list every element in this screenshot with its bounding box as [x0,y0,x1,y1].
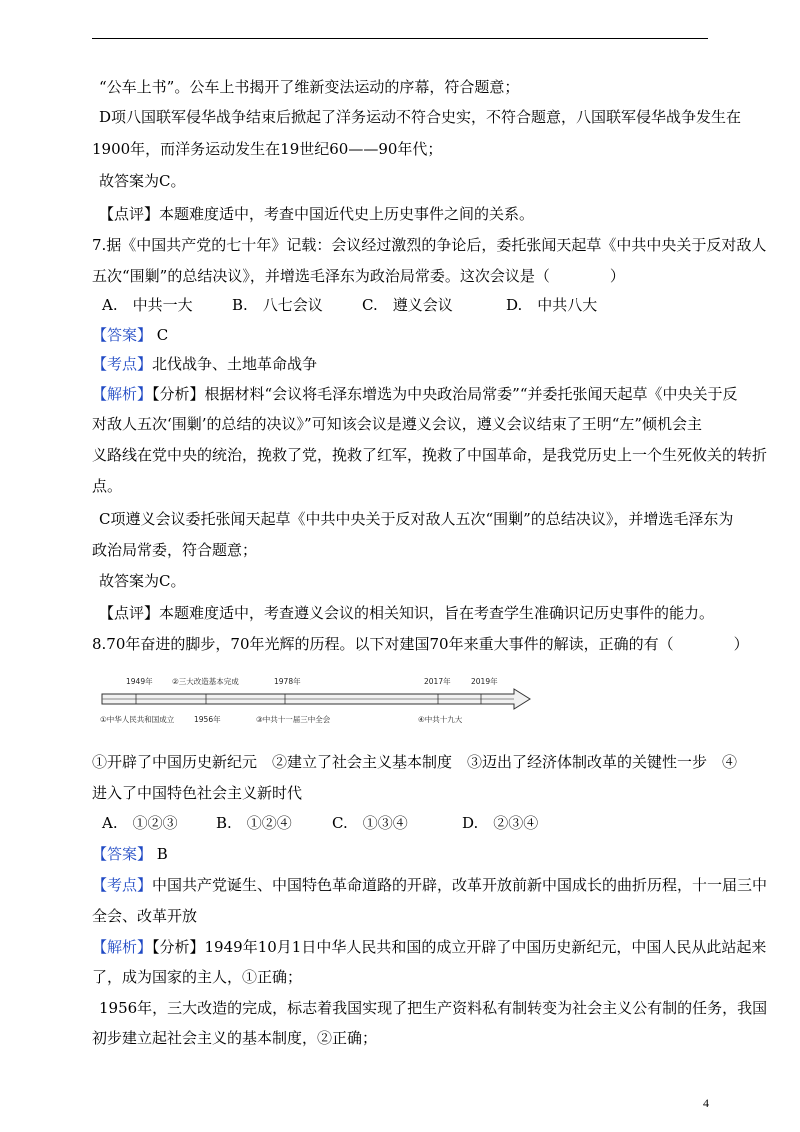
option-c: C. ①③④ [332,814,408,832]
q8-items: ①开辟了中国历史新纪元 ②建立了社会主义基本制度 ③迈出了经济体制改革的关键性一步 ④ [92,753,738,771]
q8-analysis: 【解析】【分析】1949年10月1日中华人民共和国的成立开辟了中国历史新纪元，中国人民从此站起来 [92,938,767,956]
comment-tag: 【点评】 [99,604,160,622]
option-a: A. ①②③ [102,814,178,832]
text-line: 故答案为C。 [99,572,186,590]
text-line: 全会、改革开放 [92,907,198,925]
text-line: D项八国联军侵华战争结束后掀起了洋务运动不符合史实，不符合题意，八国联军侵华战争发生在 [99,108,742,126]
text-line: 1900年，而洋务运动发生在19世纪60——90年代； [92,140,443,158]
q7-answer: 【答案】 C [92,326,169,344]
q7-comment: 【点评】本题难度适中，考查遵义会议的相关知识，旨在考查学生准确识记历史事件的能力。 [99,604,715,622]
option-c: C. 遵义会议 [362,296,453,314]
q7-analysis: 【解析】【分析】根据材料“会议将毛泽东增选为中央政治局常委”“并委托张闻天起草《中央关于反 [92,385,738,403]
point-tag: 【考点】 [92,355,153,373]
point-tag: 【考点】 [92,876,153,894]
q7-stem: 五次“围剿”的总结决议》，并增选毛泽东为政治局常委。这次会议是（ ） [92,267,625,285]
text-line: 对敌人五次‘围剿’的总结的决议》”可知该会议是遵义会议，遵义会议结束了王明“左”倾机会主 [92,415,703,433]
text-line: 故答案为C。 [99,172,186,190]
answer-tag: 【答案】 [92,845,153,863]
text-line: 点。 [92,477,123,495]
q6-comment: 【点评】本题难度适中，考查中国近代史上历史事件之间的关系。 [99,205,535,223]
timeline-label-19th-congress: ④中共十九大 [418,715,463,724]
q8-stem: 8.70年奋进的脚步，70年光辉的历程。以下对建国70年来重大事件的解读，正确的有（ ） [92,635,749,653]
analysis-tag: 【解析】 [92,938,153,956]
text-line: 1956年，三大改造的完成，标志着我国实现了把生产资料私有制转变为社会主义公有制的任务，我国 [99,999,768,1017]
timeline-label-third-plenum: ③中共十一届三中全会 [256,715,331,724]
timeline-label-2019: 2019年 [471,677,498,686]
option-a: A. 中共一大 [102,296,193,314]
page-number: 4 [703,1096,709,1110]
option-d: D. ②③④ [462,814,539,832]
text-line: 政治局常委，符合题意； [92,541,258,559]
option-d: D. 中共八大 [506,296,598,314]
timeline-figure [98,672,534,730]
timeline-label-1956: 1956年 [194,715,221,724]
option-b: B. 八七会议 [232,296,323,314]
header-rule [92,38,708,39]
timeline-label-2017: 2017年 [424,677,451,686]
text-line: 义路线在党中央的统治，挽救了党，挽救了红军，挽救了中国革命，是我党历史上一个生死攸关的转折 [92,446,768,464]
comment-tag: 【点评】 [99,205,160,223]
option-b: B. ①②④ [216,814,292,832]
text-line: C项遵义会议委托张闻天起草《中共中央关于反对敌人五次“围剿”的总结决议》，并增选毛泽东为 [99,510,734,528]
q7-stem: 7.据《中国共产党的七十年》记载：会议经过激烈的争论后，委托张闻天起草《中共中央关于反对敌人 [92,236,767,254]
q8-items: 进入了中国特色社会主义新时代 [92,784,303,802]
timeline-label-1978: 1978年 [274,677,301,686]
text-line: 了，成为国家的主人，①正确； [92,968,303,986]
q8-point: 【考点】中国共产党诞生、中国特色革命道路的开辟，改革开放前新中国成长的曲折历程，十一届三中 [92,876,768,894]
timeline-label-prc-founded: ①中华人民共和国成立 [100,715,175,724]
text-line: 初步建立起社会主义的基本制度，②正确； [92,1029,378,1047]
timeline-label-1949: 1949年 [126,677,153,686]
answer-tag: 【答案】 [92,326,153,344]
q8-answer: 【答案】 B [92,845,168,863]
timeline-label-three-reforms: ②三大改造基本完成 [172,677,239,686]
text-line: “公车上书”。公车上书揭开了维新变法运动的序幕，符合题意； [99,78,520,96]
analysis-tag: 【解析】 [92,385,153,403]
q7-point: 【考点】北伐战争、土地革命战争 [92,355,318,373]
